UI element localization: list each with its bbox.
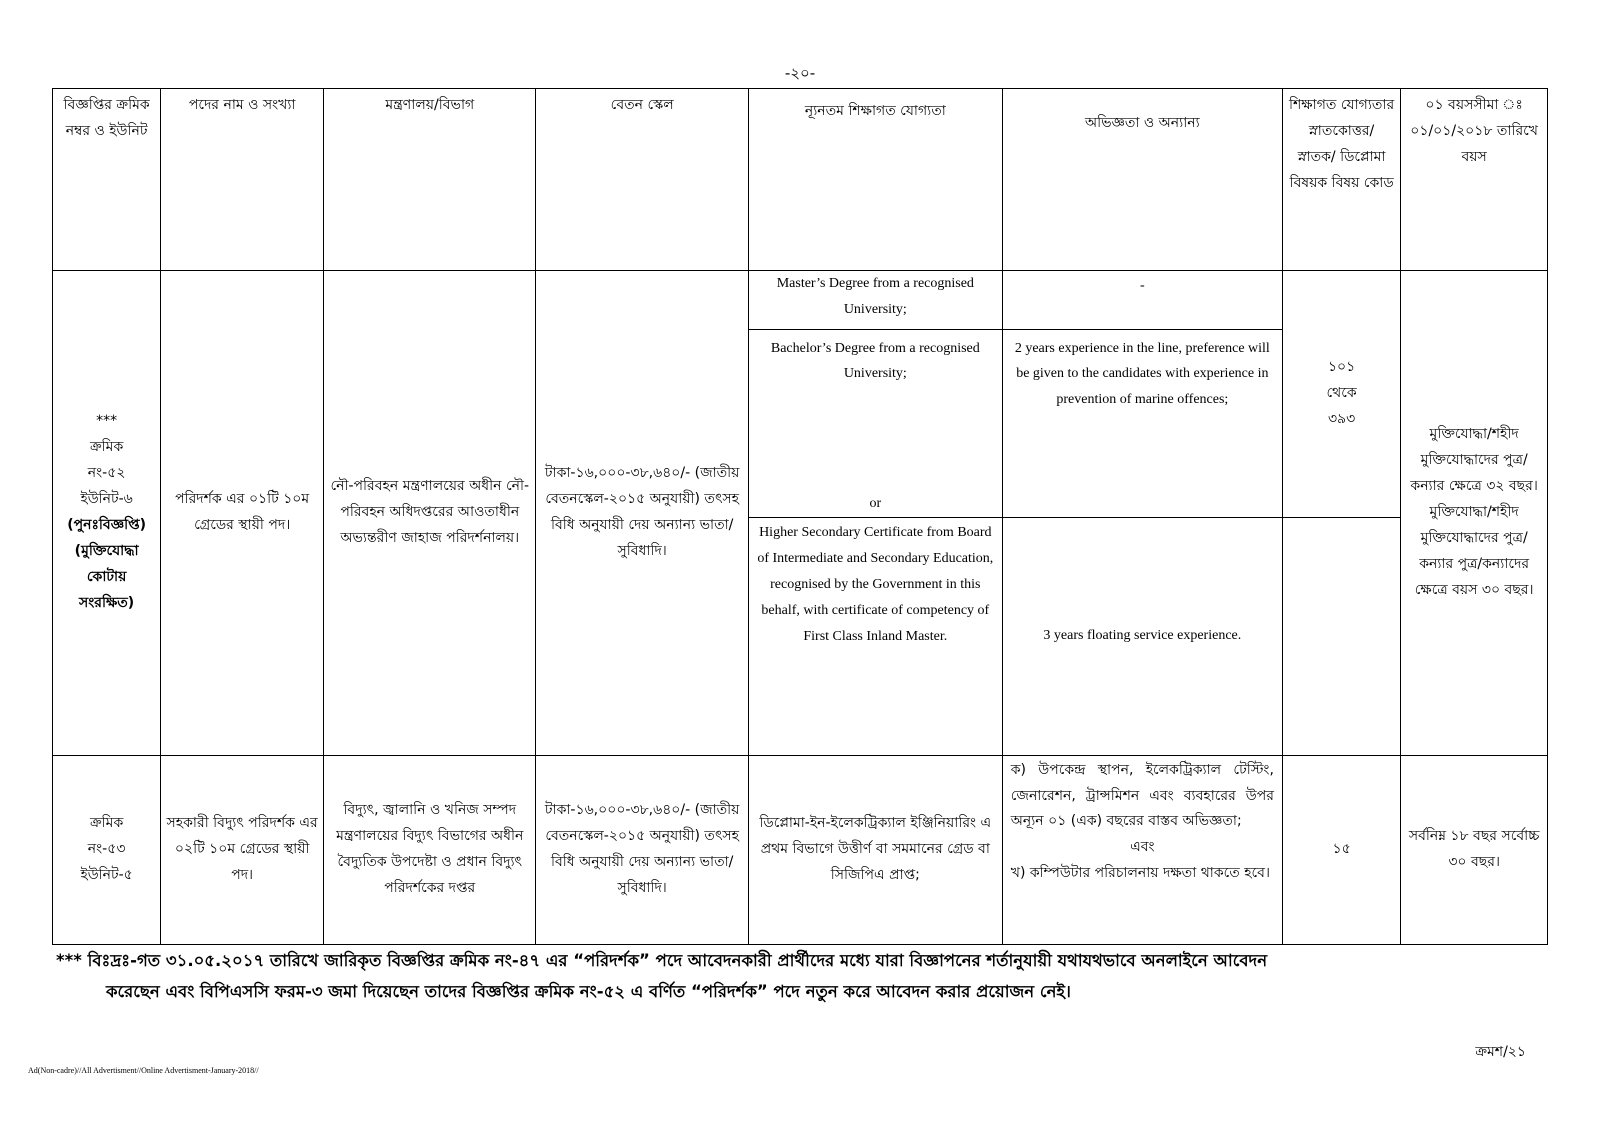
header-row xyxy=(53,89,1548,271)
serial-cell-53 xyxy=(53,755,161,944)
header-experience: অভিজ্ঞতা ও অন্যান্য xyxy=(1002,89,1282,271)
header-post: পদের নাম ও সংখ্যা xyxy=(161,89,324,271)
footnote-line-2: করেছেন এবং বিপিএসসি ফরম-৩ জমা দিয়েছেন তাদের বিজ্ঞপ্তির ক্রমিক নং-৫২ এ বর্ণিত “পরিদর্শক” পদে নতুন করে আবেদন করার প্রয়োজন নেই। xyxy=(106,982,1071,1002)
qualification-hsc: Higher Secondary Certificate from Board of Intermediate and Secondary Education, recognised by the Government in this behalf, with certificate of competency of First Class Inland Master. xyxy=(748,518,1002,755)
page-number: -২০- xyxy=(784,64,816,82)
serial-line: ক্রমিক xyxy=(89,439,124,456)
serial-line: *** xyxy=(96,413,118,430)
header-age-limit: ০১ বয়সসীমা ঃ ০১/০১/২০১৮ তারিখে বয়স xyxy=(1401,89,1548,271)
subject-code-cell-53: ১৫ xyxy=(1282,755,1400,944)
serial-line: সংরক্ষিত) xyxy=(78,594,135,611)
serial-line: ক্রমিক xyxy=(89,814,124,831)
post-cell-52: পরিদর্শক এর ০১টি ১০ম গ্রেডের স্থায়ী পদ। xyxy=(161,271,324,755)
subject-code-cell-52 xyxy=(1282,271,1400,518)
qualification-bachelors: Bachelor’s Degree from a recognised University; xyxy=(748,329,1002,491)
serial-line: কোটায় xyxy=(86,568,127,585)
post-cell-53: সহকারী বিদ্যুৎ পরিদর্শক এর ০২টি ১০ম গ্রেডের স্থায়ী পদ। xyxy=(161,755,324,944)
header-subject-code: শিক্ষাগত যোগ্যতার স্নাতকোত্তর/ স্নাতক/ ডিপ্লোমা বিষয়ক বিষয় কোড xyxy=(1282,89,1400,271)
serial-cell-52 xyxy=(53,271,161,755)
experience-masters: - xyxy=(1002,271,1282,329)
age-limit-cell-53: সর্বনিম্ন ১৮ বছর সর্বোচ্চ ৩০ বছর। xyxy=(1401,755,1548,944)
subject-code-line: ৩৯৩ xyxy=(1327,411,1356,428)
continued-label: ক্রমশ/২১ xyxy=(1475,1044,1526,1060)
ministry-cell-52: নৌ-পরিবহন মন্ত্রণালয়ের অধীন নৌ-পরিবহন অধিদপ্তরের আওতাধীন অভ্যন্তরীণ জাহাজ পরিদর্শনালয়। xyxy=(324,271,536,755)
footnote xyxy=(56,945,1556,1008)
header-ministry: মন্ত্রণালয়/বিভাগ xyxy=(324,89,536,271)
qualification-or: or xyxy=(748,491,1002,518)
experience-bachelors: 2 years experience in the line, preference will be given to the candidates with experience in prevention of marine offences; xyxy=(1002,329,1282,518)
serial-line: ইউনিট-৫ xyxy=(80,866,133,883)
experience-and: এবং xyxy=(1130,839,1155,856)
qualification-cell-53: ডিপ্লোমা-ইন-ইলেকট্রিক্যাল ইঞ্জিনিয়ারিং এ প্রথম বিভাগে উত্তীর্ণ বা সমমানের গ্রেড বা সিজিপিএ প্রাপ্ত; xyxy=(748,755,1002,944)
serial-line: নং-৫৩ xyxy=(87,840,126,857)
table-row-53 xyxy=(53,755,1548,944)
pay-scale-cell-53: টাকা-১৬,০০০-৩৮,৬৪০/- (জাতীয় বেতনস্কেল-২০১৫ অনুযায়ী) তৎসহ বিধি অনুযায়ী দেয় অন্যান্য ভাতা/সুবিধাদি। xyxy=(536,755,748,944)
job-circular-table xyxy=(52,88,1548,945)
header-qualification: ন্যূনতম শিক্ষাগত যোগ্যতা xyxy=(748,89,1002,271)
subject-code-line: থেকে xyxy=(1326,385,1357,402)
experience-item-a: ক) উপকেন্দ্র স্থাপন, ইলেকট্রিক্যাল টেস্টিং, জেনারেশন, ট্রান্সমিশন এবং ব্যবহারের উপর অন্যূন ০১ (এক) বছরের বাস্তব অভিজ্ঞতা; xyxy=(1010,761,1274,830)
document-path: Ad(Non-cadre)//All Advertisment//Online Advertisment-January-2018// xyxy=(28,1066,259,1075)
subject-code-blank xyxy=(1282,518,1400,755)
header-serial: বিজ্ঞপ্তির ক্রমিক নম্বর ও ইউনিট xyxy=(53,89,161,271)
footnote-line-1: *** বিঃদ্রঃ-গত ৩১.০৫.২০১৭ তারিখে জারিকৃত বিজ্ঞপ্তির ক্রমিক নং-৪৭ এর “পরিদর্শক” পদে আবেদনকারী প্রার্থীদের মধ্যে যারা বিজ্ঞাপনের শর্তানুযায়ী যথাযথভাবে অনলাইনে আবেদন xyxy=(56,951,1268,970)
serial-line: ইউনিট-৬ xyxy=(80,491,133,508)
subject-code-line: ১০১ xyxy=(1327,359,1356,376)
experience-item-b: খ) কম্পিউটার পরিচালনায় দক্ষতা থাকতে হবে। xyxy=(1010,865,1270,882)
serial-line: (পুনঃবিজ্ঞপ্তি) xyxy=(67,516,147,533)
age-limit-cell-52: মুক্তিযোদ্ধা/শহীদ মুক্তিযোদ্ধাদের পুত্র/কন্যার ক্ষেত্রে ৩২ বছর। মুক্তিযোদ্ধা/শহীদ মুক্তিযোদ্ধাদের পুত্র/কন্যার পুত্র/কন্যাদের ক্ষেত্রে বয়স ৩০ বছর। xyxy=(1401,271,1548,755)
ministry-cell-53: বিদ্যুৎ, জ্বালানি ও খনিজ সম্পদ মন্ত্রণালয়ের বিদ্যুৎ বিভাগের অধীন বৈদ্যুতিক উপদেষ্টা ও প্রধান বিদ্যুৎ পরিদর্শকের দপ্তর xyxy=(324,755,536,944)
serial-line: নং-৫২ xyxy=(87,465,126,482)
experience-cell-53 xyxy=(1002,755,1282,944)
experience-floating: 3 years floating service experience. xyxy=(1002,518,1282,755)
serial-line: (মুক্তিযোদ্ধা xyxy=(74,542,139,559)
header-pay-scale: বেতন স্কেল xyxy=(536,89,748,271)
qualification-masters: Master’s Degree from a recognised University; xyxy=(748,271,1002,329)
table-row-52a xyxy=(53,271,1548,329)
pay-scale-cell-52: টাকা-১৬,০০০-৩৮,৬৪০/- (জাতীয় বেতনস্কেল-২০১৫ অনুযায়ী) তৎসহ বিধি অনুযায়ী দেয় অন্যান্য ভাতা/সুবিধাদি। xyxy=(536,271,748,755)
